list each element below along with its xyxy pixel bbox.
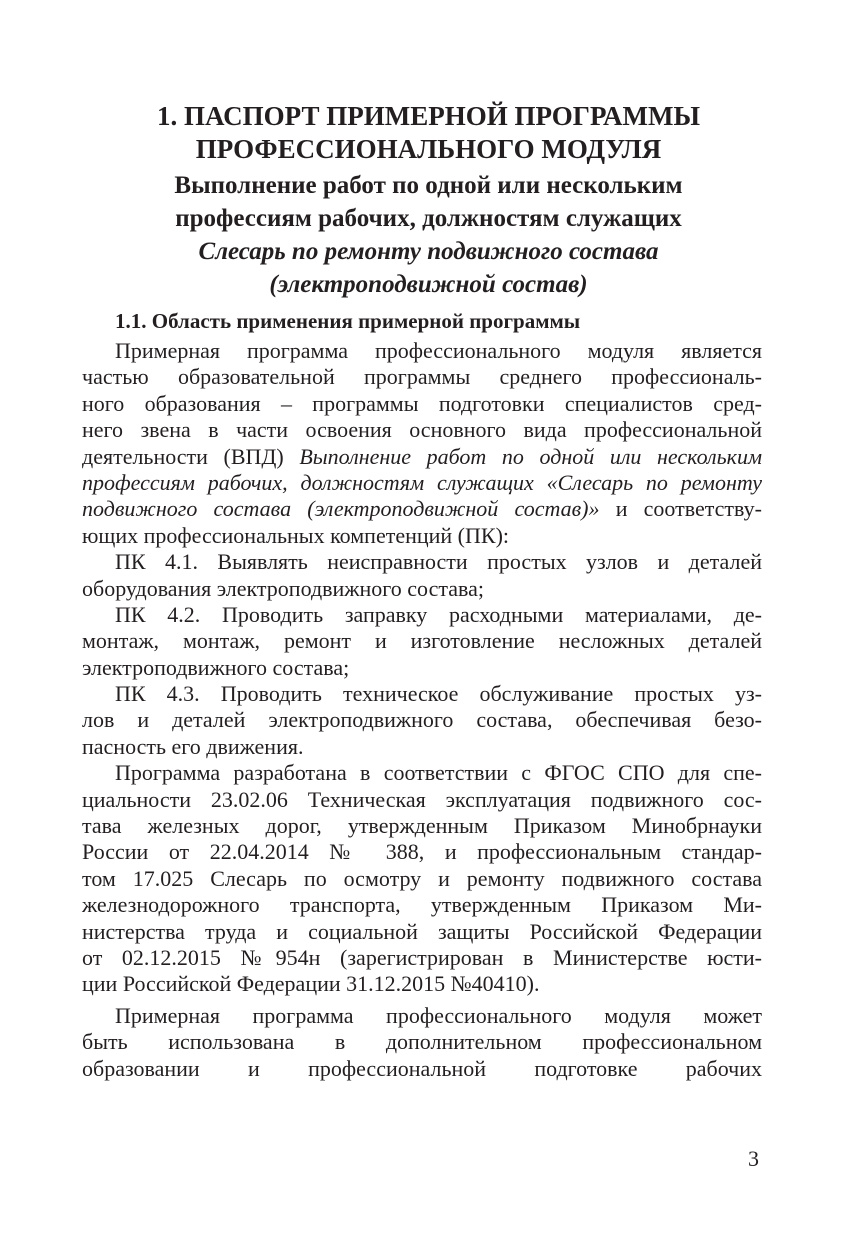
text-line [82, 391, 762, 417]
text: циальности 23.02.06 Техническая эксплуатация подвижного сос- [82, 786, 762, 812]
text: России от 22.04.2014 № 388, и профессиональным стандар- [82, 839, 762, 865]
text: быть использована в дополнительном профессиональном [82, 1029, 762, 1055]
text: нистерства труда и социальной защиты Российской Федерации [82, 918, 762, 944]
text: от 02.12.2015 №954н (зарегистрирован в Министерстве юсти- [82, 944, 762, 970]
text-line [82, 945, 762, 971]
text: том 17.025 Слесарь по осмотру и ремонту подвижного состава [82, 865, 762, 891]
text-line [82, 1029, 762, 1055]
text-line [82, 971, 762, 997]
italic-text: подвижного состава (электроподвижной состав)» [82, 496, 600, 522]
text-line [82, 734, 762, 760]
text: Примерная программа профессионального модуля может [115, 1002, 762, 1028]
text-line [82, 602, 762, 628]
text: электроподвижного состава; [82, 654, 350, 680]
text: монтаж, монтаж, ремонт и изготовление несложных деталей [82, 628, 762, 654]
text: тава железных дорог, утвержденным Приказом Минобрнауки [82, 813, 762, 839]
text-line [82, 681, 762, 707]
text: оборудования электроподвижного состава; [82, 575, 484, 601]
text-line [82, 364, 762, 390]
chapter-title-line-1: 1. ПАСПОРТ ПРИМЕРНОЙ ПРОГРАММЫ [156, 101, 700, 131]
text: железнодорожного транспорта, утвержденным Приказом Ми- [82, 892, 762, 918]
text-line [82, 760, 762, 786]
profession-title-line-2: (электроподвижной состав) [269, 271, 588, 298]
text-line [82, 549, 762, 575]
text: образовании и профессиональной подготовке рабочих [82, 1055, 762, 1081]
text: него звена в части освоения основного вида профессиональной [82, 417, 762, 443]
chapter-title-line-2: ПРОФЕССИОНАЛЬНОГО МОДУЛЯ [195, 134, 662, 164]
text-line [82, 839, 762, 865]
text: ющих профессиональных компетенций (ПК): [82, 522, 510, 548]
text: ции Российской Федерации 31.12.2015 №40410). [82, 971, 540, 997]
text-line [82, 1003, 762, 1029]
text: и соответству- [599, 496, 762, 522]
page-number: 3 [748, 1146, 759, 1171]
text: Примерная программа профессионального модуля является [115, 338, 762, 363]
profession-title-line-1: Слесарь по ремонту подвижного состава [198, 238, 659, 265]
text: ного образования – программы подготовки специалистов сред- [82, 390, 762, 416]
text-line [82, 576, 762, 602]
module-title-line-1: Выполнение работ по одной или нескольким [174, 172, 683, 199]
section-heading: 1.1. Область применения примерной программы [115, 309, 581, 333]
text-line [82, 523, 762, 549]
text-line [82, 866, 762, 892]
text-line [82, 496, 762, 522]
italic-text: Выполнение работ по одной или нескольким [299, 443, 762, 469]
text: пасность его движения. [82, 733, 304, 759]
text-line [82, 444, 762, 470]
text-line [82, 919, 762, 945]
text: ПК 4.3. Проводить техническое обслуживание простых уз- [115, 681, 762, 707]
text-line [82, 338, 762, 364]
text: ПК 4.2. Проводить заправку расходными материалами, де- [115, 601, 762, 627]
text-line [82, 892, 762, 918]
text-line [82, 628, 762, 654]
text-line [82, 417, 762, 443]
text-line [82, 470, 762, 496]
text: Программа разработана в соответствии с ФГОС СПО для спе- [115, 760, 762, 786]
text: деятельности (ВПД) [82, 443, 300, 469]
text-line [82, 787, 762, 813]
text: частью образовательной программы среднего профессиональ- [82, 364, 762, 390]
italic-text: профессиям рабочих, должностям служащих «Слесарь по ремонту [82, 469, 762, 495]
text-line [82, 655, 762, 681]
module-title-line-2: профессиям рабочих, должностям служащих [175, 205, 682, 232]
text: лов и деталей электроподвижного состава, обеспечивая безо- [82, 707, 762, 733]
body-text [82, 338, 762, 1082]
text-line [82, 813, 762, 839]
text-line [82, 1056, 762, 1082]
text-line [82, 707, 762, 733]
text: ПК 4.1. Выявлять неисправности простых узлов и деталей [115, 549, 762, 575]
